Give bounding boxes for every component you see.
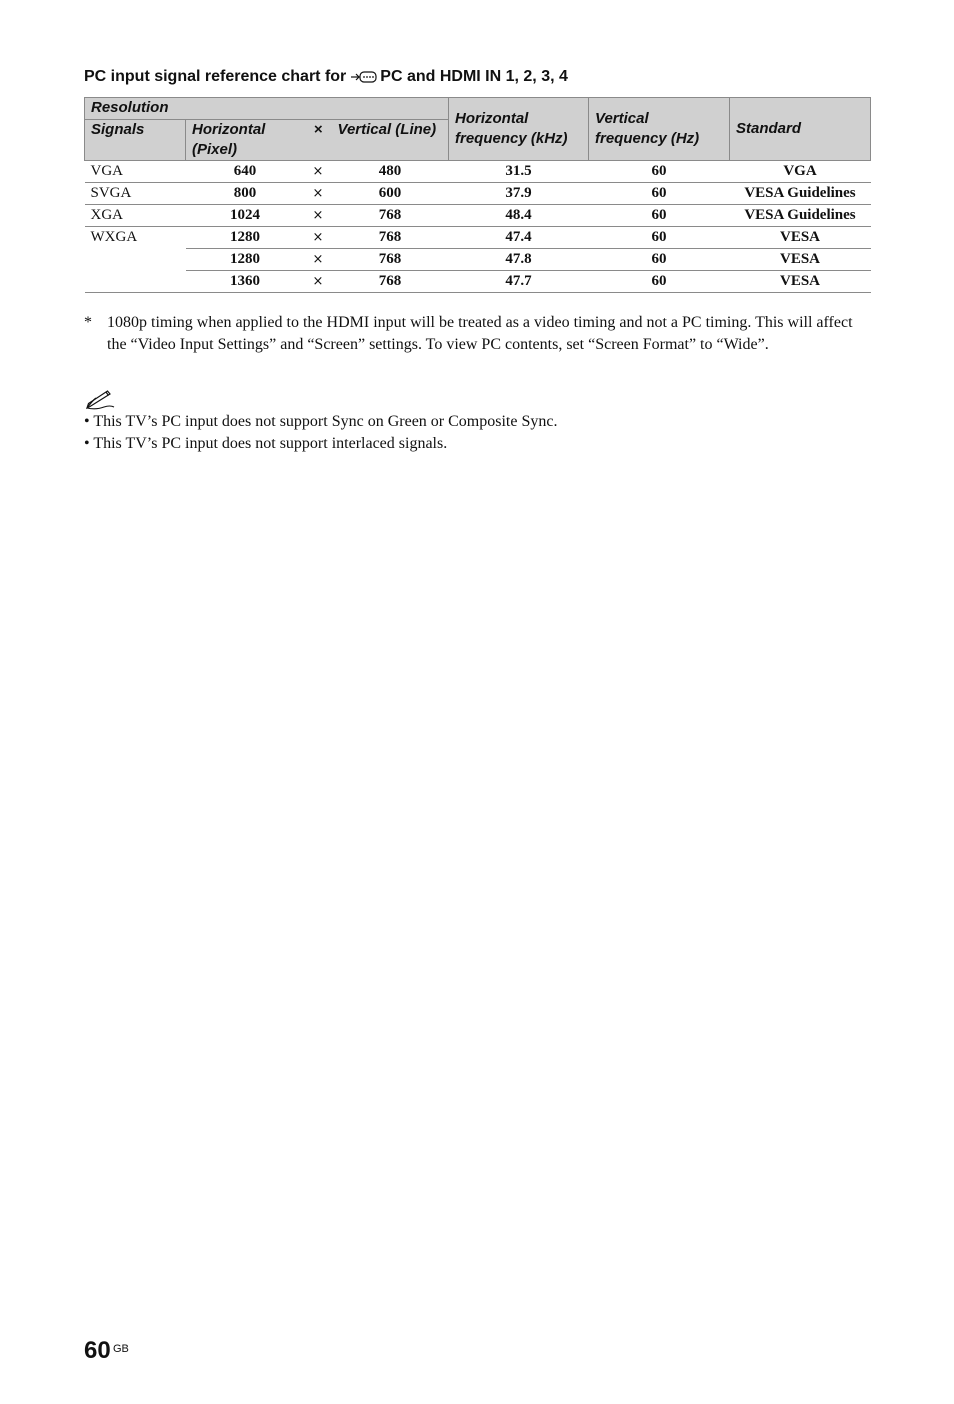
signal-cell: WXGA	[85, 227, 186, 293]
memo-pencil-icon	[84, 389, 116, 411]
standard-cell: VESA	[730, 249, 871, 271]
hfreq-cell: 48.4	[449, 205, 589, 227]
times-cell: ×	[305, 183, 332, 205]
vertical-cell: 768	[332, 249, 449, 271]
times-cell: ×	[305, 227, 332, 249]
horizontal-cell: 1024	[186, 205, 305, 227]
signal-cell: XGA	[85, 205, 186, 227]
vfreq-cell: 60	[589, 205, 730, 227]
footnote-text: 1080p timing when applied to the HDMI input will be treated as a video timing and not a PC timing. This will affect the “Video Input Settings” and “Screen” settings. To view PC contents, set “Screen Format” to “Wide”.	[107, 314, 853, 353]
horizontal-cell: 1360	[186, 271, 305, 293]
table-row	[85, 227, 871, 249]
list-item: • This TV’s PC input does not support Sync on Green or Composite Sync.	[84, 413, 558, 430]
table-row	[85, 183, 871, 205]
hfreq-cell: 37.9	[449, 183, 589, 205]
horizontal-cell: 1280	[186, 227, 305, 249]
table-row	[85, 161, 871, 183]
standard-cell: VESA Guidelines	[730, 205, 871, 227]
vertical-line-header: Vertical (Line)	[332, 120, 449, 161]
notes-list	[84, 411, 870, 455]
hfreq-header: Horizontal frequency (kHz)	[449, 98, 589, 161]
heading-suffix: PC and HDMI IN 1, 2, 3, 4	[380, 68, 568, 85]
page-number: 60	[84, 1337, 111, 1364]
page-language-code: GB	[113, 1343, 129, 1355]
times-cell: ×	[305, 249, 332, 271]
signal-cell: SVGA	[85, 183, 186, 205]
table-row	[85, 271, 871, 293]
horizontal-cell: 800	[186, 183, 305, 205]
vfreq-cell: 60	[589, 271, 730, 293]
pc-signal-table	[84, 97, 871, 293]
vertical-cell: 600	[332, 183, 449, 205]
standard-cell: VESA Guidelines	[730, 183, 871, 205]
footnote-marker: *	[84, 314, 92, 331]
signals-header: Signals	[85, 120, 186, 161]
standard-cell: VESA	[730, 227, 871, 249]
resolution-header: Resolution	[85, 98, 449, 120]
standard-cell: VESA	[730, 271, 871, 293]
vfreq-cell: 60	[589, 161, 730, 183]
times-cell: ×	[305, 161, 332, 183]
horizontal-cell: 1280	[186, 249, 305, 271]
times-cell: ×	[305, 271, 332, 293]
vertical-cell: 480	[332, 161, 449, 183]
hfreq-cell: 47.8	[449, 249, 589, 271]
footnote	[84, 312, 870, 356]
vfreq-cell: 60	[589, 249, 730, 271]
heading-prefix: PC input signal reference chart for	[84, 68, 347, 85]
vfreq-cell: 60	[589, 183, 730, 205]
hfreq-cell: 47.4	[449, 227, 589, 249]
times-cell: ×	[305, 205, 332, 227]
pc-input-icon	[350, 68, 378, 86]
chart-heading	[84, 68, 568, 86]
vertical-cell: 768	[332, 227, 449, 249]
vertical-cell: 768	[332, 271, 449, 293]
standard-header: Standard	[730, 98, 871, 161]
hfreq-cell: 47.7	[449, 271, 589, 293]
vertical-cell: 768	[332, 205, 449, 227]
hfreq-cell: 31.5	[449, 161, 589, 183]
signal-cell: VGA	[85, 161, 186, 183]
horizontal-pixel-header: Horizontal (Pixel)	[186, 120, 305, 161]
table-row	[85, 249, 871, 271]
vfreq-cell: 60	[589, 227, 730, 249]
times-header: ×	[305, 120, 332, 161]
table-row	[85, 205, 871, 227]
list-item: • This TV’s PC input does not support interlaced signals.	[84, 435, 448, 452]
vfreq-header: Vertical frequency (Hz)	[589, 98, 730, 161]
standard-cell: VGA	[730, 161, 871, 183]
horizontal-cell: 640	[186, 161, 305, 183]
